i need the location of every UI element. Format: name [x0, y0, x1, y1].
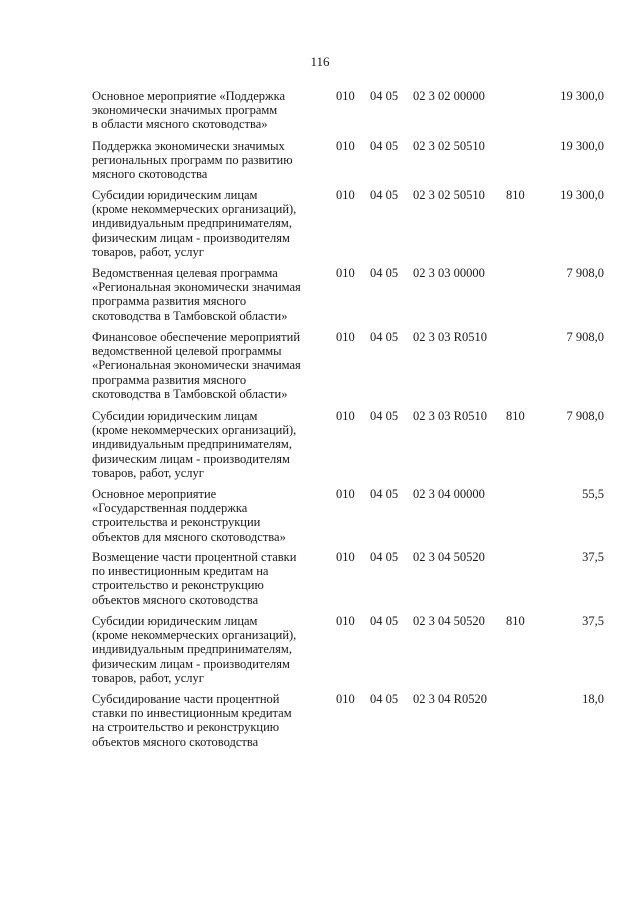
description-line: Возмещение части процентной ставки	[92, 550, 297, 564]
description-line: Ведомственная целевая программа	[92, 266, 278, 280]
amount-value: 18,0	[582, 692, 604, 706]
row-description	[92, 550, 324, 607]
description-line: строительство и реконструкцию	[92, 578, 264, 593]
section-code: 04 05	[370, 188, 399, 202]
description-line: Субсидии юридическим лицам	[92, 614, 258, 628]
row-description	[92, 89, 324, 132]
page-number: 116	[310, 54, 330, 69]
description-line: Основное мероприятие «Поддержка	[92, 89, 286, 103]
description-line: скотоводства в Тамбовской области»	[92, 386, 288, 401]
table-row	[0, 409, 640, 485]
target-article-code: 02 3 04 R0520	[413, 692, 487, 706]
target-article-code: 02 3 03 00000	[413, 266, 485, 280]
description-line: Субсидии юридическим лицам	[92, 188, 258, 202]
description-line: скотоводства в Тамбовской области»	[92, 308, 288, 323]
row-description	[92, 139, 324, 182]
table-row	[0, 330, 640, 406]
description-line: на строительство и реконструкцию	[92, 720, 280, 735]
row-description	[92, 188, 324, 259]
target-article-code: 02 3 02 50510	[413, 188, 485, 202]
description-line: физическим лицам - производителям	[92, 656, 290, 671]
table-row	[0, 692, 640, 768]
ministry-code: 010	[336, 139, 355, 153]
description-line: Субсидии юридическим лицам	[92, 409, 258, 423]
section-code: 04 05	[370, 139, 399, 153]
description-line: «Государственная поддержка	[92, 501, 248, 516]
amount-value: 19 300,0	[560, 188, 604, 202]
description-line: Субсидирование части процентной	[92, 692, 280, 706]
ministry-code: 010	[336, 330, 355, 344]
section-code: 04 05	[370, 266, 399, 280]
ministry-code: 010	[336, 409, 355, 423]
description-line: мясного скотоводства	[92, 167, 208, 182]
description-line: индивидуальным предпринимателям,	[92, 437, 292, 452]
description-line: физическим лицам - производителям	[92, 230, 290, 245]
expense-type-code: 810	[506, 614, 525, 628]
description-line: региональных программ по развитию	[92, 153, 293, 168]
description-line: в области мясного скотоводства»	[92, 117, 268, 132]
description-line: объектов мясного скотоводства	[92, 734, 259, 749]
target-article-code: 02 3 02 50510	[413, 139, 485, 153]
ministry-code: 010	[336, 266, 355, 280]
expense-type-code: 810	[506, 409, 525, 423]
amount-value: 19 300,0	[560, 89, 604, 103]
row-description	[92, 692, 324, 749]
row-description	[92, 409, 324, 480]
description-line: объектов для мясного скотоводства»	[92, 529, 286, 544]
ministry-code: 010	[336, 188, 355, 202]
description-line: Поддержка экономически значимых	[92, 139, 285, 153]
section-code: 04 05	[370, 614, 399, 628]
description-line: ведомственной целевой программы	[92, 344, 282, 359]
description-line: Финансовое обеспечение мероприятий	[92, 330, 301, 344]
amount-value: 7 908,0	[566, 409, 604, 423]
description-line: индивидуальным предпринимателям,	[92, 642, 292, 657]
row-description	[92, 330, 324, 401]
target-article-code: 02 3 04 50520	[413, 614, 485, 628]
description-line: (кроме некоммерческих организаций),	[92, 628, 297, 643]
amount-value: 37,5	[582, 614, 604, 628]
row-description	[92, 487, 324, 544]
description-line: объектов мясного скотоводства	[92, 592, 259, 607]
section-code: 04 05	[370, 550, 399, 564]
ministry-code: 010	[336, 487, 355, 501]
description-line: «Региональная экономически значимая	[92, 280, 301, 295]
description-line: строительства и реконструкции	[92, 515, 261, 530]
table-row	[0, 188, 640, 264]
target-article-code: 02 3 02 00000	[413, 89, 485, 103]
description-line: индивидуальным предпринимателям,	[92, 216, 292, 231]
amount-value: 37,5	[582, 550, 604, 564]
table-row	[0, 614, 640, 690]
ministry-code: 010	[336, 692, 355, 706]
target-article-code: 02 3 04 50520	[413, 550, 485, 564]
description-line: «Региональная экономически значимая	[92, 358, 301, 373]
description-line: товаров, работ, услуг	[92, 244, 204, 259]
row-description	[92, 266, 324, 323]
description-line: товаров, работ, услуг	[92, 465, 204, 480]
section-code: 04 05	[370, 487, 399, 501]
description-line: физическим лицам - производителям	[92, 451, 290, 466]
section-code: 04 05	[370, 692, 399, 706]
amount-value: 7 908,0	[566, 266, 604, 280]
ministry-code: 010	[336, 550, 355, 564]
description-line: экономически значимых программ	[92, 103, 278, 118]
description-line: программа развития мясного	[92, 294, 247, 309]
description-line: по инвестиционным кредитам на	[92, 564, 269, 579]
amount-value: 7 908,0	[566, 330, 604, 344]
row-description	[92, 614, 324, 685]
ministry-code: 010	[336, 89, 355, 103]
target-article-code: 02 3 03 R0510	[413, 409, 487, 423]
section-code: 04 05	[370, 330, 399, 344]
target-article-code: 02 3 03 R0510	[413, 330, 487, 344]
section-code: 04 05	[370, 409, 399, 423]
amount-value: 55,5	[582, 487, 604, 501]
description-line: (кроме некоммерческих организаций),	[92, 202, 297, 217]
target-article-code: 02 3 04 00000	[413, 487, 485, 501]
description-line: программа развития мясного	[92, 372, 247, 387]
expense-type-code: 810	[506, 188, 525, 202]
amount-value: 19 300,0	[560, 139, 604, 153]
description-line: (кроме некоммерческих организаций),	[92, 423, 297, 438]
section-code: 04 05	[370, 89, 399, 103]
description-line: товаров, работ, услуг	[92, 670, 204, 685]
description-line: Основное мероприятие	[92, 487, 217, 501]
description-line: ставки по инвестиционным кредитам	[92, 706, 292, 721]
ministry-code: 010	[336, 614, 355, 628]
